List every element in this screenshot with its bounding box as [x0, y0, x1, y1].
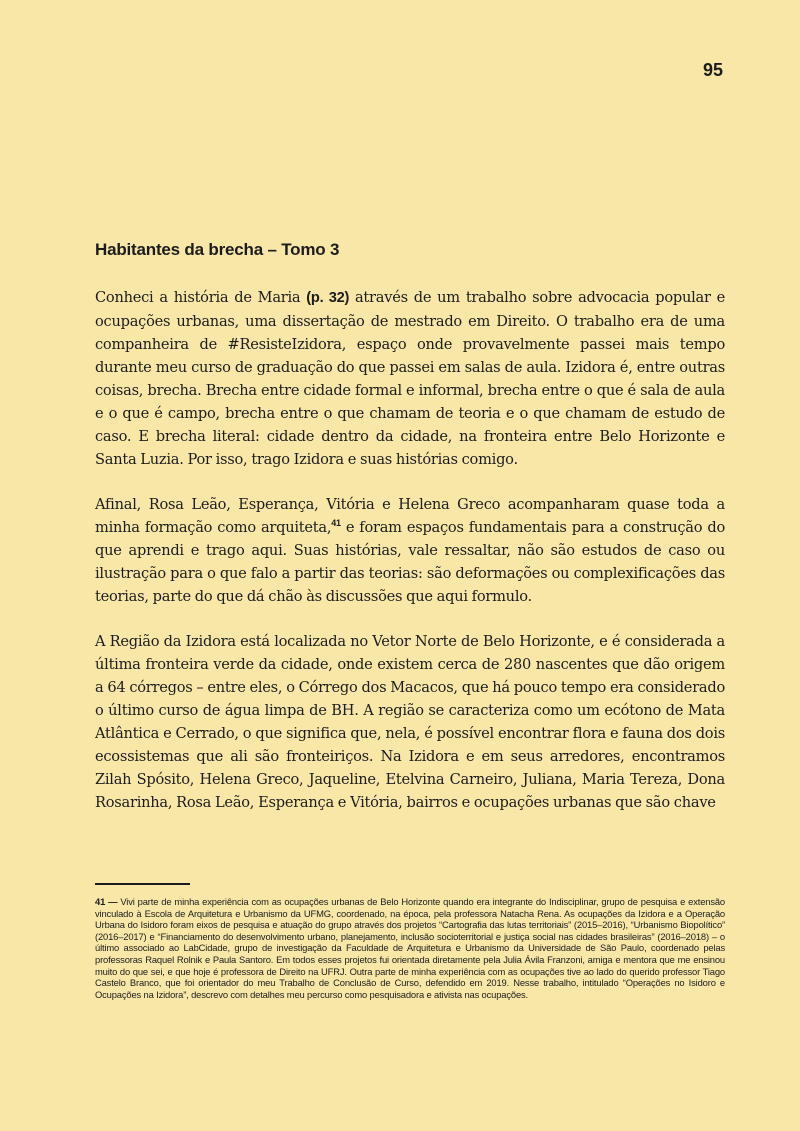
- main-text: [95, 240, 725, 836]
- paragraph-2: [95, 493, 725, 608]
- page-number: 95: [702, 60, 723, 80]
- paragraph-2-text-a: Afinal, Rosa Leão, Esperança, Vitória e Helena Greco acompanharam quase toda a minha formação como arquiteta,: [95, 496, 725, 536]
- footnote-reference[interactable]: 41: [331, 518, 341, 529]
- paragraph-1: [95, 286, 725, 471]
- paragraph-1-text-b: através de um trabalho sobre advocacia popular e ocupações urbanas, uma dissertação de mestrado em Direito. O trabalho era de uma companheira de #ResisteIzidora, espaço onde provavelmente passei mais tempo durante meu curso de graduação do que passei em salas de aula. Izidora é, entre outras coisas, brecha. Brecha entre cidade formal e informal, brecha entre o que é sala de aula e o que é campo, brecha entre o que chamam de teoria e o que chamam de estudo de caso. E brecha literal: cidade dentro da cidade, na fronteira entre Belo Horizonte e Santa Luzia. Por isso, trago Izidora e suas histórias comigo.: [95, 289, 725, 468]
- footnote-divider: [95, 883, 190, 885]
- page-reference: (p. 32): [306, 290, 350, 306]
- footnote-marker: 41 —: [95, 896, 118, 907]
- paragraph-2-text-b: e foram espaços fundamentais para a construção do que aprendi e trago aqui. Suas histórias, vale ressaltar, não são estudos de caso ou ilustração para o que falo a partir das teorias: são deformações ou complexificações das teorias, parte do que dá chão às discussões que aqui formulo.: [95, 519, 725, 605]
- footnote-text: Vivi parte de minha experiência com as ocupações urbanas de Belo Horizonte quando era integrante do Indisciplinar, grupo de pesquisa e extensão vinculado à Escola de Arquitetura e Urbanismo da UFMG, coordenado, na época, pela professora Natacha Rena. As ocupações da Izidora e a Operação Urbana do Isidoro foram eixos de pesquisa e atuação do grupo através dos projetos “Cartografia das lutas territoriais” (2015–2016), “Urbanismo Biopolítico” (2016–2017) e “Financiamento do desenvolvimento urbano, planejamento, inclusão socioterritorial e justiça social nas cidades brasileiras” (2016–2018) – o último associado ao LabCidade, grupo de investigação da Faculdade de Arquitetura e Urbanismo da Universidade de São Paulo, coordenado pelas professoras Raquel Rolnik e Paula Santoro. Em todos esses projetos fui orientada diretamente pela Julia Ávila Franzoni, amiga e mentora que me ensinou muito do que sei, e que hoje é professora de Direito na UFRJ. Outra parte de minha experiência com as ocupações tive ao lado do querido professor Tiago Castelo Branco, que foi orientador do meu Trabalho de Conclusão de Curso, defendido em 2019. Nesse trabalho, intitulado “Operações no Isidoro e Ocupações na Izidora”, descrevo com detalhes meu percurso como pesquisadora e ativista nas ocupações.: [95, 896, 725, 1000]
- paragraph-1-text-a: Conheci a história de Maria: [95, 289, 307, 306]
- section-heading: Habitantes da brecha – Tomo 3: [95, 240, 340, 259]
- footnote-41: [95, 896, 725, 1000]
- paragraph-3: A Região da Izidora está localizada no Vetor Norte de Belo Horizonte, e é considerada a última fronteira verde da cidade, onde existem cerca de 280 nascentes que dão origem a 64 córregos – entre eles, o Córrego dos Macacos, que há pouco tempo era considerado o último curso de água limpa de BH. A região se caracteriza como um ecótono de Mata Atlântica e Cerrado, o que significa que, nela, é possível encontrar flora e fauna dos dois ecossistemas que ali são fronteiriços. Na Izidora e em seus arredores, encontramos Zilah Spósito, Helena Greco, Jaqueline, Etelvina Carneiro, Juliana, Maria Tereza, Dona Rosarinha, Rosa Leão, Esperança e Vitória, bairros e ocupações urbanas que são chave: [95, 633, 725, 811]
